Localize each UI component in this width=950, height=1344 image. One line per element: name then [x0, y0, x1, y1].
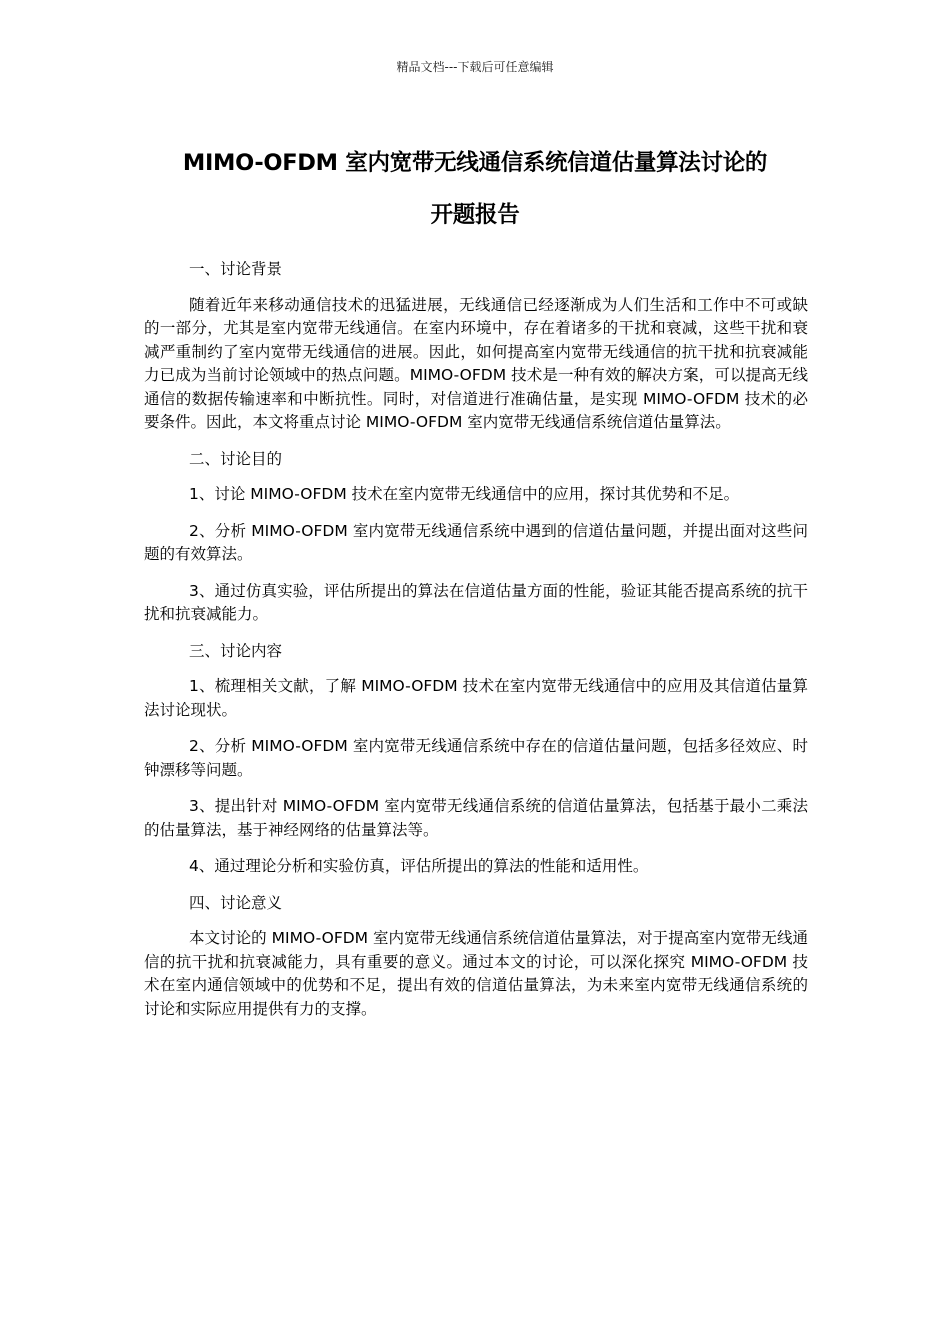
- section-heading-purpose: 二、讨论目的: [189, 449, 283, 468]
- section-heading-content: 三、讨论内容: [189, 641, 283, 660]
- document-title: [140, 137, 810, 241]
- section-heading-background: 一、讨论背景: [189, 260, 283, 278]
- document-title-line-1: MIMO-OFDM 室内宽带无线通信系统信道估量算法讨论的: [182, 150, 768, 176]
- document-title-line-2: 开题报告: [430, 202, 520, 228]
- paragraph-background: 随着近年来移动通信技术的迅猛进展，无线通信已经逐渐成为人们生活和工作中不可或缺的一部分，尤其是室内宽带无线通信。在室内环境中，存在着诸多的干扰和衰减，这些干扰和衰减严重制约了室内宽带无线通信的进展。因此，如何提高室内宽带无线通信的抗干扰和抗衰减能力已成为当前讨论领域中的热点问题。MIMO-OFDM 技术是一种有效的解决方案，可以提高无线通信的数据传输速率和中断抗性。同时，对信道进行准确估量，是实现 MIMO-OFDM 技术的必要条件。因此，本文将重点讨论 MIMO-OFDM 室内宽带无线通信系统信道估量算法。: [144, 295, 808, 431]
- list-item-content-1: 1、梳理相关文献，了解 MIMO-OFDM 技术在室内宽带无线通信中的应用及其信道估量算法讨论现状。: [144, 677, 808, 719]
- list-item-content-3: 3、提出针对 MIMO-OFDM 室内宽带无线通信系统的信道估量算法，包括基于最小二乘法的估量算法，基于神经网络的估量算法等。: [144, 797, 808, 839]
- page-header-note: 精品文档---下载后可任意编辑: [396, 60, 554, 74]
- document-body: [144, 258, 808, 1034]
- list-item-content-4: 4、通过理论分析和实验仿真，评估所提出的算法的性能和适用性。: [189, 857, 649, 875]
- list-item-purpose-1: 1、讨论 MIMO-OFDM 技术在室内宽带无线通信中的应用，探讨其优势和不足。: [189, 485, 740, 503]
- list-item-content-2: 2、分析 MIMO-OFDM 室内宽带无线通信系统中存在的信道估量问题，包括多径效应、时钟漂移等问题。: [144, 737, 808, 779]
- section-heading-significance: 四、讨论意义: [189, 893, 283, 912]
- paragraph-significance: 本文讨论的 MIMO-OFDM 室内宽带无线通信系统信道估量算法，对于提高室内宽带无线通信的抗干扰和抗衰减能力，具有重要的意义。通过本文的讨论，可以深化探究 MIMO-OFDM 技术在室内通信领域中的优势和不足，提出有效的信道估量算法，为未来室内宽带无线通信系统的讨论和实际应用提供有力的支撑。: [144, 929, 808, 1018]
- list-item-purpose-2: 2、分析 MIMO-OFDM 室内宽带无线通信系统中遇到的信道估量问题，并提出面对这些问题的有效算法。: [144, 521, 808, 563]
- list-item-purpose-3: 3、通过仿真实验，评估所提出的算法在信道估量方面的性能，验证其能否提高系统的抗干扰和抗衰减能力。: [144, 581, 808, 623]
